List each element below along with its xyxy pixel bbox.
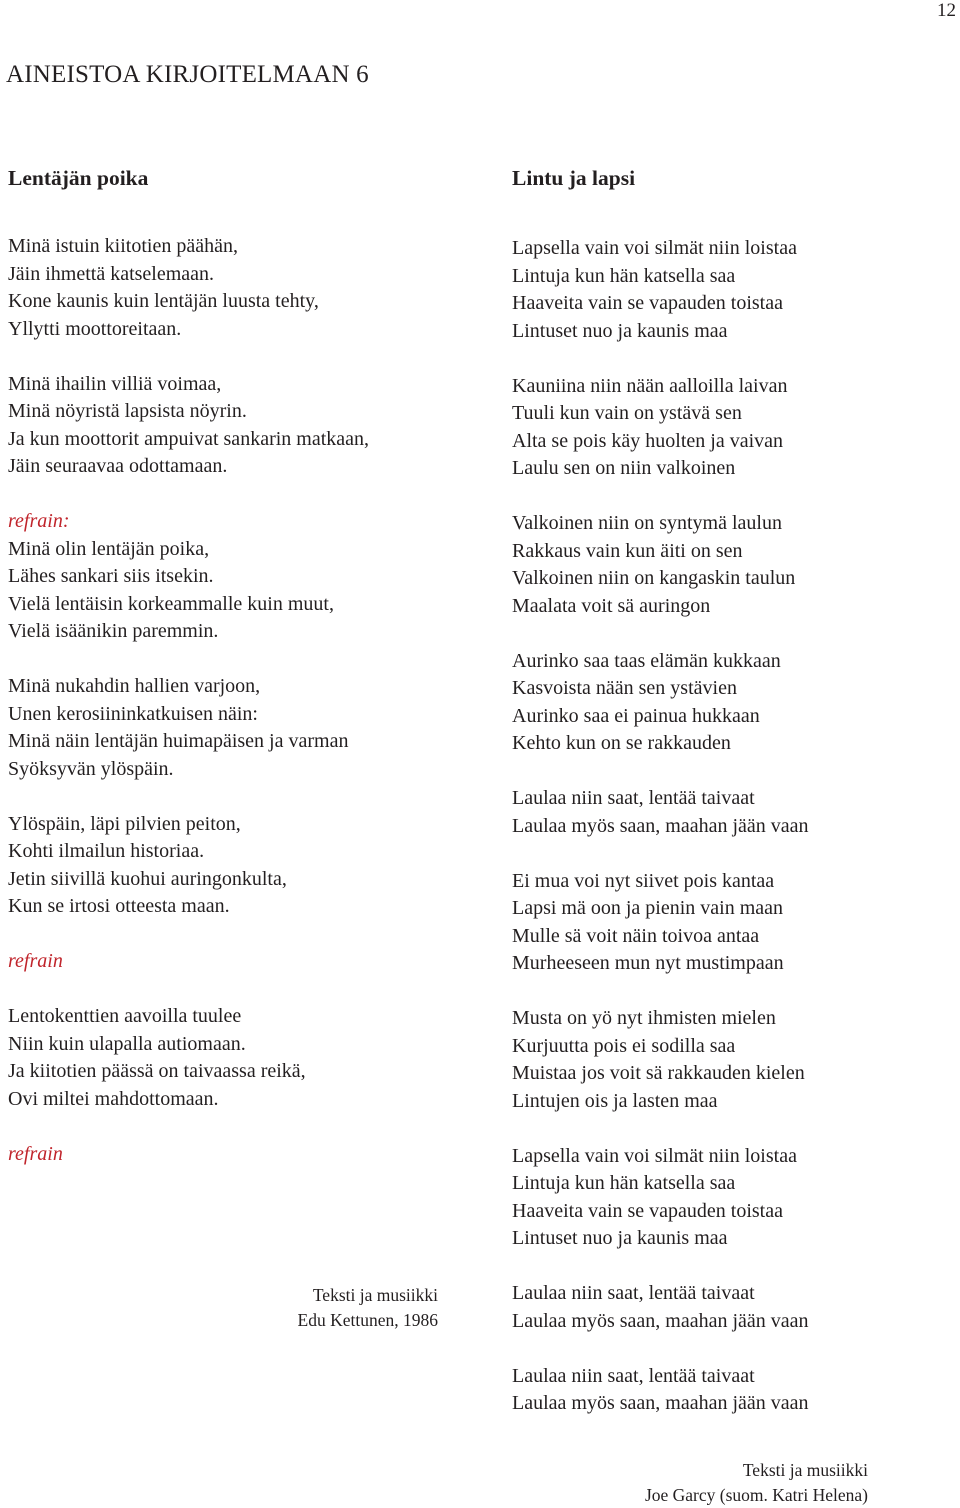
lyric-line: Lintuja kun hän katsella saa [512, 1172, 736, 1194]
lyric-line: Ovi miltei mahdottomaan. [8, 1087, 219, 1110]
lyric-line: Minä nöyristä lapsista nöyrin. [8, 400, 247, 422]
lyric-line: Minä olin lentäjän poika, [8, 537, 210, 560]
stanza [8, 233, 468, 343]
stanza [512, 648, 952, 758]
lyric-line: Valkoinen niin on kangaskin taulun [512, 567, 796, 589]
stanza [512, 1143, 952, 1253]
lyric-line: Lintuset nuo ja kaunis maa [512, 319, 728, 342]
lyric-line: Lintuset nuo ja kaunis maa [512, 1227, 728, 1249]
lyrics [8, 233, 468, 1168]
stanza [512, 235, 952, 345]
lyrics [512, 235, 952, 1418]
lyric-line: Laulaa myös saan, maahan jään vaan [512, 1392, 809, 1414]
lyric-line: Haaveita vain se vapauden toistaa [512, 292, 783, 314]
lyric-line: Valkoinen niin on syntymä laulun [512, 512, 782, 534]
song-credits [548, 1458, 868, 1508]
refrain-label: refrain [8, 1142, 63, 1165]
credits-line: Teksti ja musiikki [742, 1460, 868, 1480]
page-title: AINEISTOA KIRJOITELMAAN 6 [6, 61, 369, 88]
stanza [512, 1363, 952, 1418]
lyric-line: Kun se irtosi otteesta maan. [8, 895, 230, 917]
lyric-line: Kehto kun on se rakkauden [512, 732, 731, 754]
lyric-line: Rakkaus vain kun äiti on sen [512, 539, 743, 562]
stanza [512, 1280, 952, 1335]
lyric-line: Kohti ilmailun historiaa. [8, 840, 205, 862]
credits-line: Teksti ja musiikki [312, 1285, 438, 1305]
stanza [8, 673, 468, 783]
page-number: 12 [937, 0, 956, 21]
lyric-line: Minä nukahdin hallien varjoon, [8, 675, 261, 697]
stanza [8, 1141, 468, 1169]
lyric-line: Alta se pois käy huolten ja vaivan [512, 429, 784, 452]
lyric-line: Kauniina niin nään aalloilla laivan [512, 374, 788, 397]
lyric-line: Aurinko saa taas elämän kukkaan [512, 649, 781, 672]
lyric-line: Ylöspäin, läpi pilvien peiton, [8, 812, 241, 835]
refrain-label: refrain: [8, 510, 70, 532]
refrain-label: refrain [8, 950, 63, 972]
lyric-line: Ei mua voi nyt siivet pois kantaa [512, 869, 775, 892]
lyric-line: Laulu sen on niin valkoinen [512, 457, 736, 479]
lyric-line: Niin kuin ulapalla autiomaan. [8, 1032, 246, 1055]
lyric-line: Minä näin lentäjän huimapäisen ja varman [8, 730, 349, 752]
lyric-line: Kurjuutta pois ei sodilla saa [512, 1034, 736, 1057]
song-title: Lintu ja lapsi [512, 166, 636, 190]
stanza [8, 1003, 468, 1113]
lyric-line: Lintujen ois ja lasten maa [512, 1089, 718, 1112]
lyric-line: Minä istuin kiitotien päähän, [8, 235, 238, 257]
lyric-line: Laulaa myös saan, maahan jään vaan [512, 814, 809, 837]
lyric-line: Ja kiitotien päässä on taivaassa reikä, [8, 1060, 306, 1082]
stanza [512, 510, 952, 620]
lyric-line: Yllytti moottoreitaan. [8, 317, 182, 340]
lyric-line: Mulle sä voit näin toivoa antaa [512, 924, 760, 947]
lyric-line: Lapsella vain voi silmät niin loistaa [512, 1144, 797, 1167]
stanza [8, 508, 468, 646]
lyric-line: Lapsi mä oon ja pienin vain maan [512, 897, 784, 919]
stanza [8, 811, 468, 921]
song-lentajan-poika [8, 164, 468, 1196]
lyric-line: Unen kerosiininkatkuisen näin: [8, 702, 258, 725]
stanza [512, 785, 952, 840]
lyric-line: Lintuja kun hän katsella saa [512, 264, 736, 287]
song-title: Lentäjän poika [8, 166, 149, 190]
lyric-line: Lähes sankari siis itsekin. [8, 565, 214, 587]
lyric-line: Lentokenttien aavoilla tuulee [8, 1005, 242, 1027]
lyric-line: Minä ihailin villiä voimaa, [8, 372, 222, 395]
lyric-line: Syöksyvän ylöspäin. [8, 757, 174, 780]
lyric-line: Laulaa niin saat, lentää taivaat [512, 1282, 755, 1304]
lyric-line: Laulaa niin saat, lentää taivaat [512, 787, 755, 809]
lyric-line: Kone kaunis kuin lentäjän luusta tehty, [8, 290, 319, 312]
stanza [8, 948, 468, 976]
lyric-line: Ja kun moottorit ampuivat sankarin matkaan, [8, 427, 370, 450]
lyric-line: Laulaa niin saat, lentää taivaat [512, 1364, 755, 1387]
lyric-line: Vielä isäänikin paremmin. [8, 620, 219, 642]
stanza [8, 371, 468, 481]
song-credits [138, 1283, 438, 1333]
credits-line: Edu Kettunen, 1986 [297, 1310, 438, 1330]
stanza [512, 868, 952, 978]
lyric-line: Jäin ihmettä katselemaan. [8, 262, 215, 285]
lyric-line: Muistaa jos voit sä rakkauden kielen [512, 1062, 805, 1084]
lyric-line: Kasvoista nään sen ystävien [512, 677, 737, 699]
song-lintu-ja-lapsi [512, 164, 952, 1445]
stanza [512, 373, 952, 483]
lyric-line: Jäin seuraavaa odottamaan. [8, 455, 228, 477]
stanza [512, 1005, 952, 1115]
lyric-line: Laulaa myös saan, maahan jään vaan [512, 1309, 809, 1332]
lyric-line: Vielä lentäisin korkeammalle kuin muut, [8, 592, 334, 615]
lyric-line: Aurinko saa ei painua hukkaan [512, 704, 760, 727]
lyric-line: Haaveita vain se vapauden toistaa [512, 1199, 783, 1222]
lyric-line: Musta on yö nyt ihmisten mielen [512, 1007, 776, 1029]
lyric-line: Lapsella vain voi silmät niin loistaa [512, 237, 797, 259]
lyric-line: Tuuli kun vain on ystävä sen [512, 402, 742, 424]
credits-line: Joe Garcy (suom. Katri Helena) [644, 1485, 868, 1505]
lyric-line: Maalata voit sä auringon [512, 594, 711, 617]
lyric-line: Murheeseen mun nyt mustimpaan [512, 952, 784, 974]
lyric-line: Jetin siivillä kuohui auringonkulta, [8, 867, 287, 890]
